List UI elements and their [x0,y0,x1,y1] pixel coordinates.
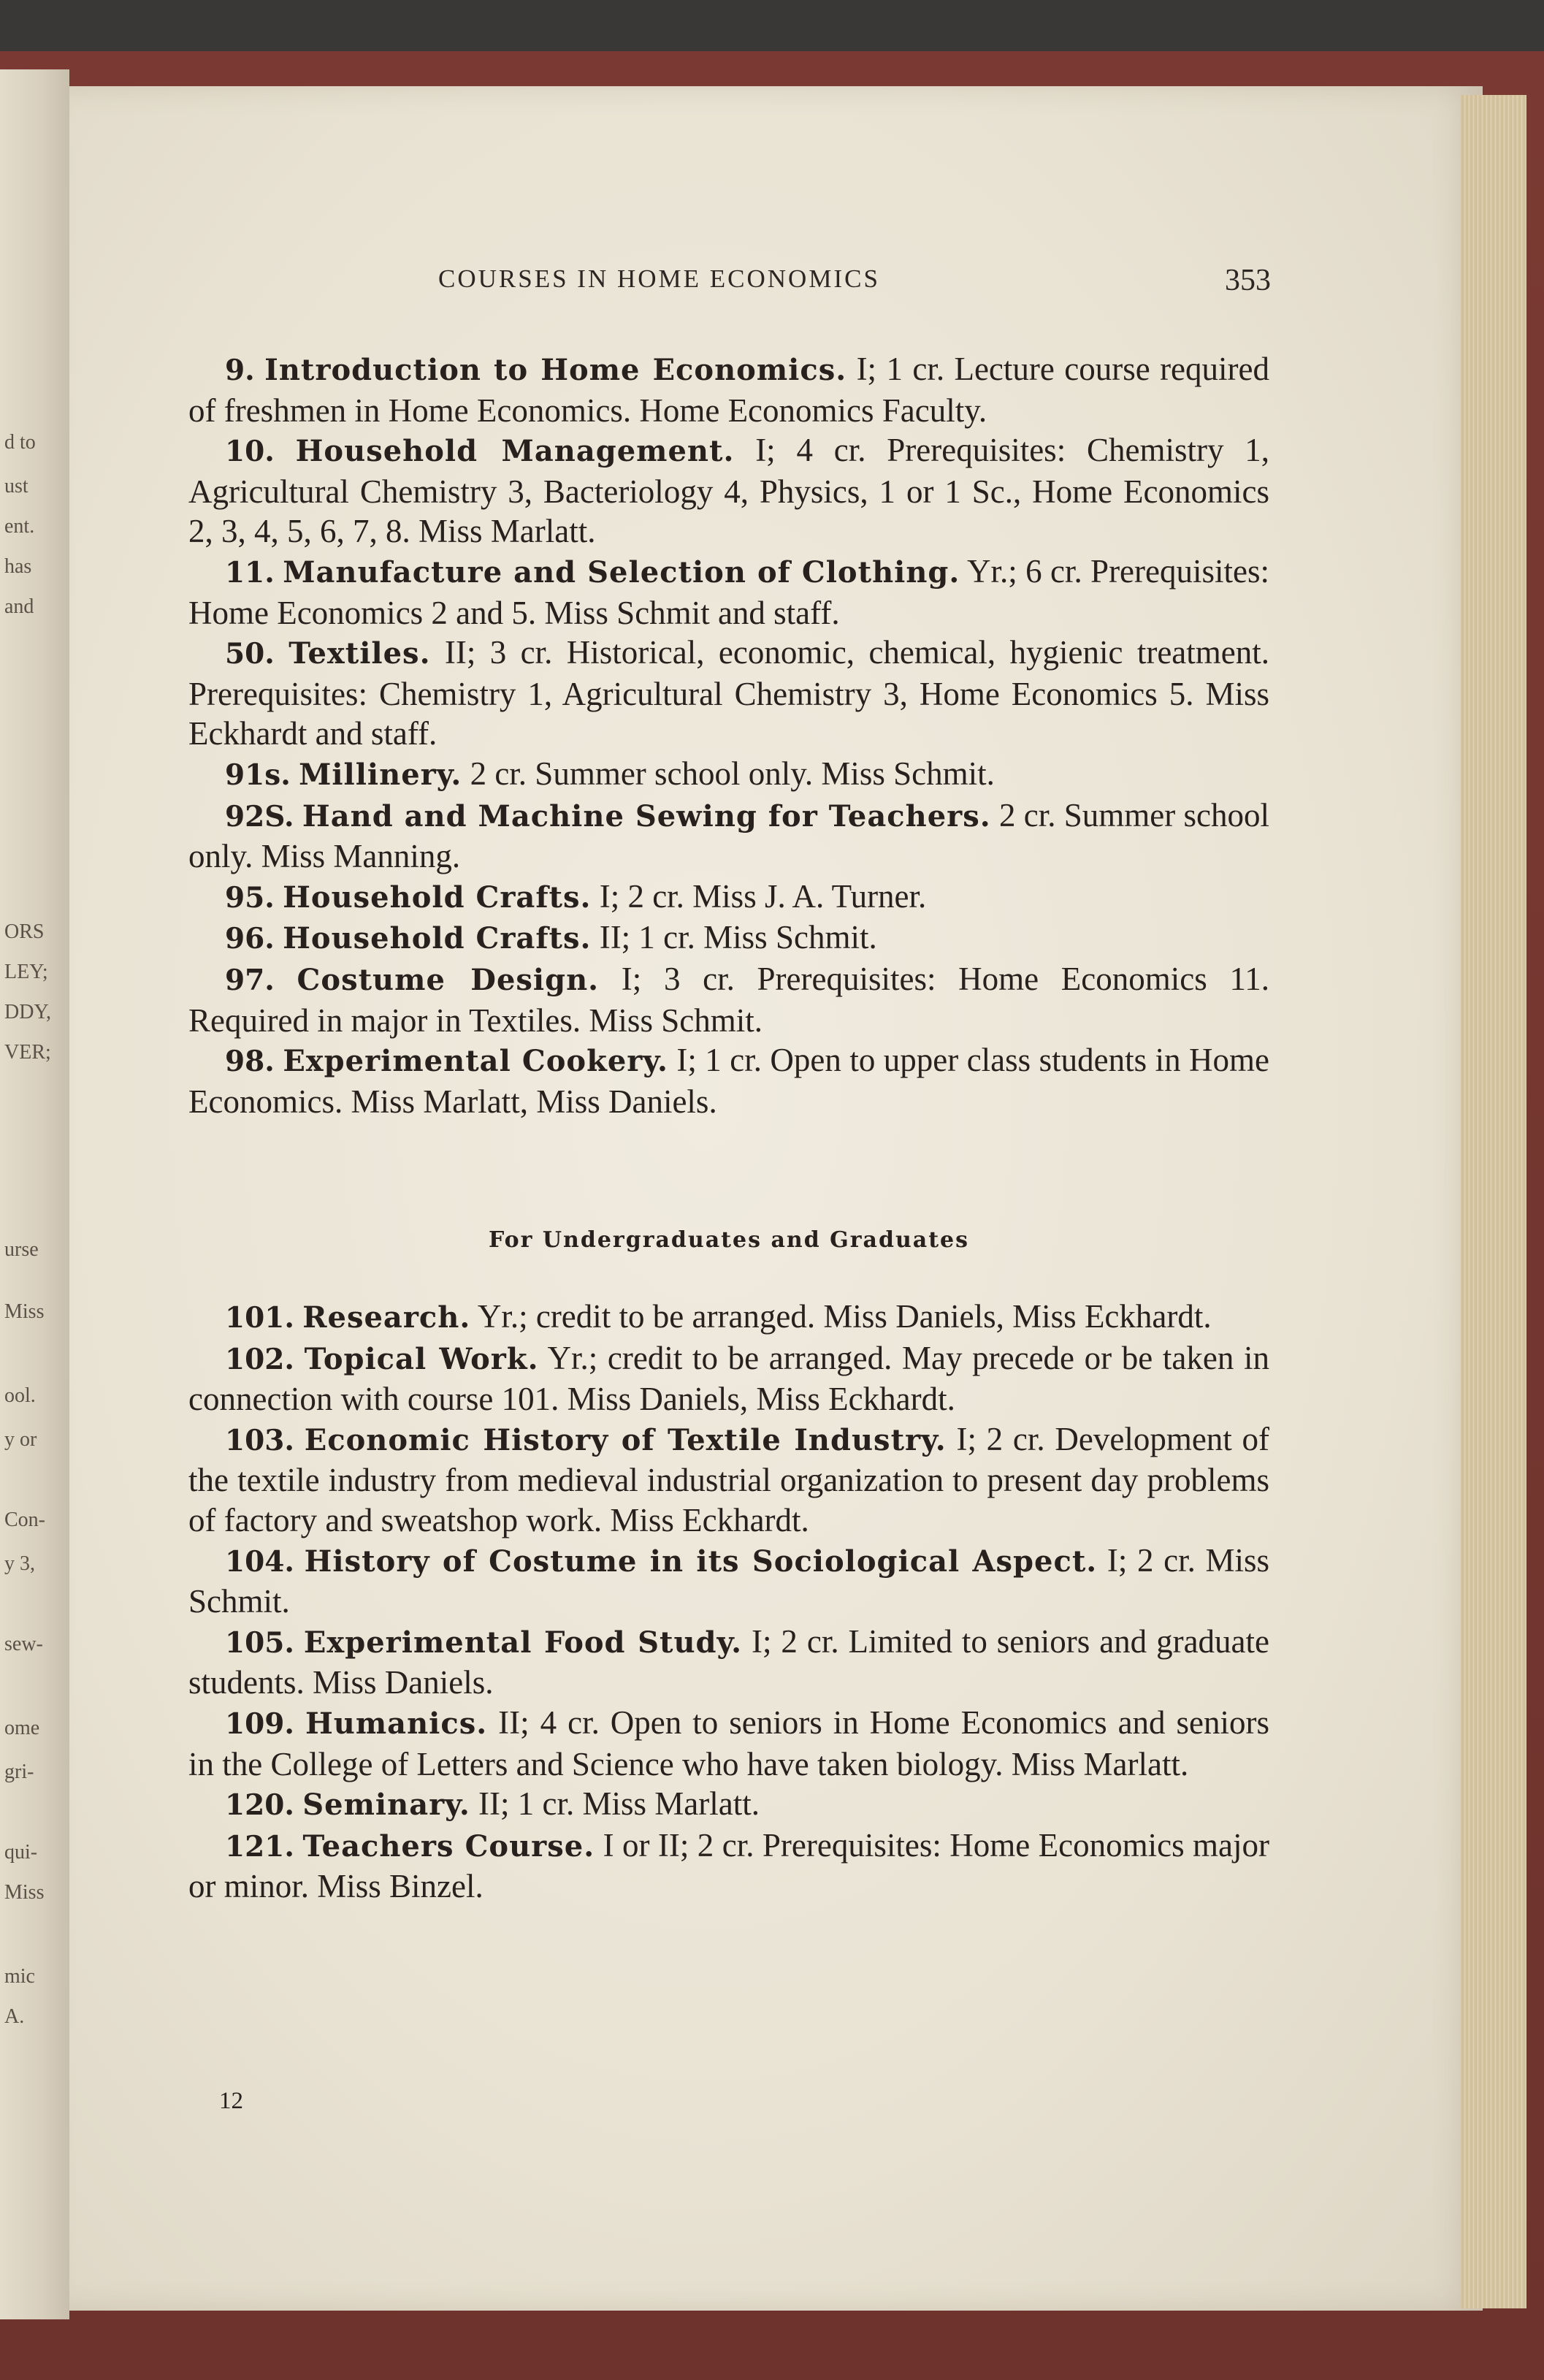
course-entry [188,1419,1269,1541]
course-entry [188,1040,1269,1121]
course-number: 97. [225,963,275,997]
course-description: I; 2 cr. Development of the textile industry from medieval industrial organization to present day problems of factory and sweatshop work. Miss Eckhardt. [188,1420,1270,1538]
course-title: Teachers Course. [302,1828,595,1864]
course-number: 11. [225,555,275,590]
course-description: I; 2 cr. Miss Schmit. [188,1541,1269,1620]
course-number: 95. [225,880,275,915]
course-title: Seminary. [302,1788,470,1823]
course-title: Textiles. [288,636,431,671]
course-description: 2 cr. Summer school only. Miss Schmit. [462,755,995,792]
course-entry [188,796,1269,877]
course-number: 104. [225,1544,294,1579]
course-entry [188,1541,1269,1622]
course-title: Household Management. [295,434,735,469]
side-fragment: Miss [4,1300,45,1323]
course-entry [188,1622,1269,1703]
course-number: 121. [225,1829,294,1864]
side-fragment: Miss [4,1881,45,1904]
page-number: 353 [1225,264,1271,297]
course-entry [188,877,1269,918]
side-fragment: ORS [4,920,45,943]
course-entry [188,1826,1269,1907]
side-fragment: Con- [4,1509,45,1531]
side-fragment: has [4,555,32,578]
side-fragment: VER; [4,1041,51,1064]
running-head: COURSES IN HOME ECONOMICS [438,264,880,293]
course-number: 91s. [225,758,291,792]
course-description: I; 4 cr. Prerequisites: Chemistry 1, Agricultural Chemistry 3, Bacteriology 4, Physics, 1 or 1 Sc., Home Economics 2, 3, 4, 5, 6, 7, 8. Miss Marlatt. [188,432,1269,550]
course-title: Millinery. [299,757,462,792]
course-description: II; 3 cr. Historical, economic, chemical, hygienic treatment. Prerequisites: Chemistry 1, Agricultural Chemistry 3, Home Economics 5. Miss Eckhardt and staff. [188,634,1270,752]
course-description: I; 1 cr. Open to upper class students in Home Economics. Miss Marlatt, Miss Daniels. [188,1042,1269,1120]
course-entry [188,552,1269,633]
page-block-edge [1461,95,1526,2308]
section-heading: For Undergraduates and Graduates [488,1227,970,1253]
side-fragment: mic [4,1965,35,1988]
side-fragment: sew- [4,1633,43,1655]
course-description: I; 1 cr. Lecture course required of freshmen in Home Economics. Home Economics Faculty. [188,351,1269,429]
course-number: 101. [225,1301,294,1335]
course-list-undergraduate [188,349,1269,1121]
course-title: Economic History of Textile Industry. [304,1422,947,1457]
side-fragment: ust [4,475,28,497]
course-title: Household Crafts. [283,921,592,956]
course-number: 98. [225,1045,275,1079]
course-number: 109. [225,1706,294,1741]
course-entry [188,918,1269,959]
course-number: 102. [225,1342,294,1376]
course-list-graduate [188,1297,1269,1907]
facing-page-fragments [0,0,69,2380]
side-fragment: ent. [4,515,35,538]
side-fragment: gri- [4,1761,34,1783]
course-entry [188,754,1269,796]
side-fragment: ool. [4,1384,36,1407]
course-number: 105. [225,1625,294,1660]
course-title: Humanics. [305,1706,488,1741]
course-description: II; 1 cr. Miss Marlatt. [470,1785,760,1823]
course-title: Research. [302,1300,471,1335]
side-fragment: ome [4,1717,40,1739]
course-title: Introduction to Home Economics. [264,353,847,387]
course-description: 2 cr. Summer school only. Miss Manning. [188,796,1269,875]
course-number: 9. [225,354,255,387]
course-description: Yr.; credit to be arranged. May precede or be taken in connection with course 101. Miss Daniels, Miss Eckhardt. [188,1339,1270,1418]
course-entry [188,1338,1269,1419]
course-entry [188,1297,1269,1338]
course-description: II; 4 cr. Open to seniors in Home Economics and seniors in the College of Letters and Science who have taken biology. Miss Marlatt. [188,1704,1270,1782]
course-title: Costume Design. [297,962,600,997]
course-title: Household Crafts. [283,880,592,915]
course-number: 120. [225,1788,294,1823]
course-title: Topical Work. [304,1341,539,1376]
course-entry [188,1784,1269,1826]
course-entry [188,430,1269,552]
course-title: Hand and Machine Sewing for Teachers. [302,798,991,834]
side-fragment: DDY, [4,1001,52,1023]
course-description: Yr.; 6 cr. Prerequisites: Home Economics 2 and 5. Miss Schmit and staff. [188,552,1269,631]
course-entry [188,959,1269,1040]
course-title: Experimental Cookery. [283,1044,668,1079]
course-entry [188,349,1269,430]
side-fragment: urse [4,1238,39,1261]
side-fragment: qui- [4,1841,38,1864]
course-entry [188,1703,1269,1784]
course-number: 10. [225,435,275,469]
course-description: II; 1 cr. Miss Schmit. [591,919,877,956]
course-description: Yr.; credit to be arranged. Miss Daniels, Miss Eckhardt. [470,1298,1212,1335]
side-fragment: LEY; [4,961,48,983]
side-fragment: A. [4,2005,25,2028]
course-title: Manufacture and Selection of Clothing. [283,554,960,590]
course-description: I or II; 2 cr. Prerequisites: Home Economics major or minor. Miss Binzel. [188,1826,1270,1905]
course-description: I; 2 cr. Limited to seniors and graduate students. Miss Daniels. [188,1622,1269,1701]
course-title: Experimental Food Study. [303,1625,743,1660]
side-fragment: y or [4,1428,37,1451]
course-entry [188,633,1269,754]
course-description: I; 3 cr. Prerequisites: Home Economics 11. Required in major in Textiles. Miss Schmit. [188,960,1270,1039]
course-number: 50. [225,637,275,671]
course-number: 96. [225,922,275,956]
side-fragment: d to [4,431,36,454]
course-description: I; 2 cr. Miss J. A. Turner. [591,877,927,915]
course-number: 92S. [225,799,294,834]
signature-mark: 12 [219,2088,243,2114]
course-number: 103. [225,1423,294,1457]
side-fragment: and [4,595,34,618]
side-fragment: y 3, [4,1552,35,1575]
course-title: History of Costume in its Sociological Aspect. [304,1544,1098,1579]
